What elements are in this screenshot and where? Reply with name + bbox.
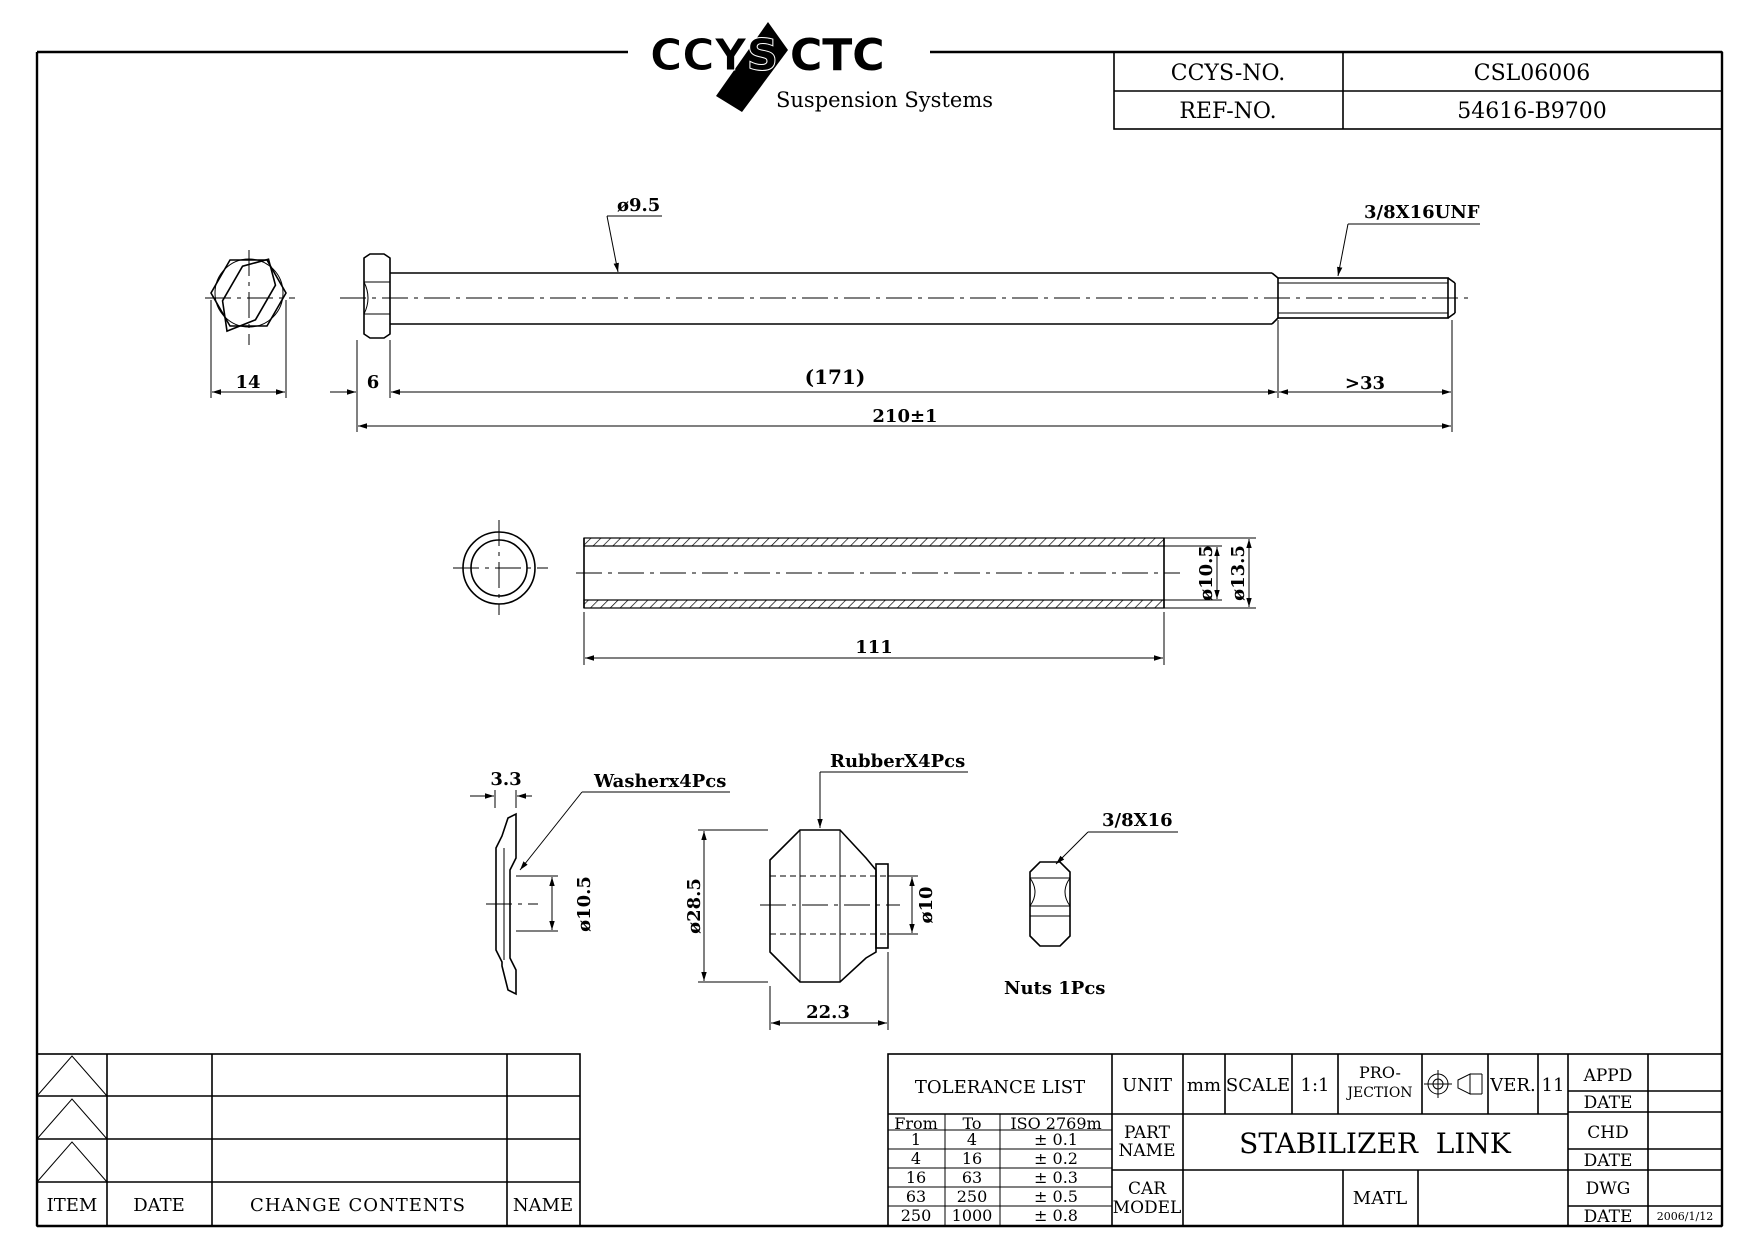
logo-ccys: CCYS (650, 30, 779, 81)
dwg-date-label: DATE (1583, 1207, 1633, 1227)
tol-cell: 250 (956, 1187, 988, 1206)
ccys-no-label: CCYS-NO. (1170, 61, 1286, 86)
car-model-label-1: CAR (1127, 1179, 1167, 1199)
tol-cell: 250 (900, 1206, 932, 1225)
sleeve-length-dim: 111 (855, 637, 893, 658)
tol-cell: ± 0.1 (1034, 1130, 1078, 1149)
unit-value: mm (1186, 1075, 1222, 1096)
ver-label: VER. (1490, 1075, 1536, 1096)
washer-diameter-dim: ø10.5 (574, 876, 595, 932)
projection-symbol-icon (1424, 1070, 1482, 1098)
rev-date-header: DATE (133, 1195, 185, 1216)
unit-label: UNIT (1121, 1075, 1173, 1096)
sleeve-side-view (576, 538, 1180, 608)
dwg-date-value: 2006/1/12 (1656, 1210, 1714, 1223)
sleeve-inner-dim: ø10.5 (1196, 545, 1217, 601)
tol-cell: 16 (905, 1168, 927, 1187)
tolerance-title: TOLERANCE LIST (914, 1077, 1086, 1098)
nut-view (1004, 810, 1178, 999)
ref-no-value: 54616-B9700 (1457, 99, 1607, 124)
revision-table (37, 1054, 580, 1226)
tol-cell: ± 0.2 (1034, 1149, 1078, 1168)
bolt-end-view (205, 250, 295, 345)
part-name-label-1: PART (1124, 1123, 1170, 1143)
scale-value: 1:1 (1300, 1075, 1330, 1096)
ccys-no-value: CSL06006 (1473, 61, 1591, 86)
ref-no-label: REF-NO. (1179, 99, 1277, 124)
ver-value: 11 (1541, 1075, 1565, 1096)
title-block (888, 1054, 1722, 1227)
matl-label: MATL (1352, 1188, 1408, 1209)
tol-header-iso: ISO 2769m (1010, 1114, 1102, 1133)
shank-dim: (171) (804, 365, 866, 389)
rubber-outer-dim: ø28.5 (684, 878, 705, 934)
chd-label: CHD (1587, 1123, 1629, 1143)
projection-label-1: PRO- (1359, 1063, 1401, 1082)
tol-row (906, 1187, 1078, 1206)
total-length-dim: 210±1 (872, 406, 938, 427)
washer-thickness-dim: 3.3 (490, 769, 522, 790)
rev-name-header: NAME (512, 1195, 574, 1216)
appd-label: APPD (1583, 1066, 1633, 1086)
projection-label-2: JECTION (1347, 1085, 1413, 1101)
hex-width-dim: 14 (235, 372, 261, 393)
thread-length-dim: >33 (1344, 373, 1386, 394)
tol-cell: 63 (961, 1168, 983, 1187)
rev-change-header: CHANGE CONTENTS (250, 1195, 466, 1216)
tol-cell: ± 0.3 (1034, 1168, 1078, 1187)
tol-cell: 16 (961, 1149, 983, 1168)
tol-row (901, 1206, 1078, 1225)
bolt-diameter-label: ø9.5 (617, 195, 661, 216)
logo-tagline: Suspension Systems (776, 88, 994, 112)
sleeve-outer-dim: ø13.5 (1228, 545, 1249, 601)
car-model-label-2: MODEL (1112, 1198, 1182, 1218)
tol-cell: 4 (910, 1149, 922, 1168)
dwg-label: DWG (1585, 1179, 1631, 1199)
tol-cell: 4 (966, 1130, 978, 1149)
bolt-side-view (340, 254, 1470, 338)
nut-caption: Nuts 1Pcs (1004, 978, 1106, 999)
tol-header-from: From (894, 1114, 938, 1133)
bolt-thread-label: 3/8X16UNF (1364, 202, 1480, 223)
rubber-inner-dim: ø10 (916, 886, 937, 924)
header-table (1114, 52, 1722, 129)
tol-cell: ± 0.8 (1034, 1206, 1078, 1225)
chd-date-label: DATE (1583, 1151, 1633, 1171)
tol-cell: ± 0.5 (1034, 1187, 1078, 1206)
rubber-view (684, 751, 968, 1030)
tol-cell: 1 (910, 1130, 922, 1149)
appd-date-label: DATE (1583, 1093, 1633, 1113)
scale-label: SCALE (1225, 1075, 1291, 1096)
sleeve-end-view (453, 520, 548, 615)
tol-row (906, 1168, 1078, 1187)
tol-row (911, 1149, 1078, 1168)
rubber-length-dim: 22.3 (806, 1002, 850, 1023)
rev-item-header: ITEM (46, 1195, 98, 1216)
nut-thread-label: 3/8X16 (1102, 810, 1173, 831)
part-name-label-2: NAME (1118, 1141, 1176, 1161)
washer-label: Washerx4Pcs (594, 771, 727, 792)
tol-cell: 63 (905, 1187, 927, 1206)
tol-header-to: To (962, 1114, 982, 1133)
company-logo (650, 22, 993, 112)
logo-ctc: CTC (790, 30, 885, 81)
part-name-value: STABILIZER LINK (1239, 1127, 1511, 1160)
tol-cell: 1000 (951, 1206, 993, 1225)
head-dim: 6 (366, 372, 380, 393)
rubber-label: RubberX4Pcs (830, 751, 966, 772)
